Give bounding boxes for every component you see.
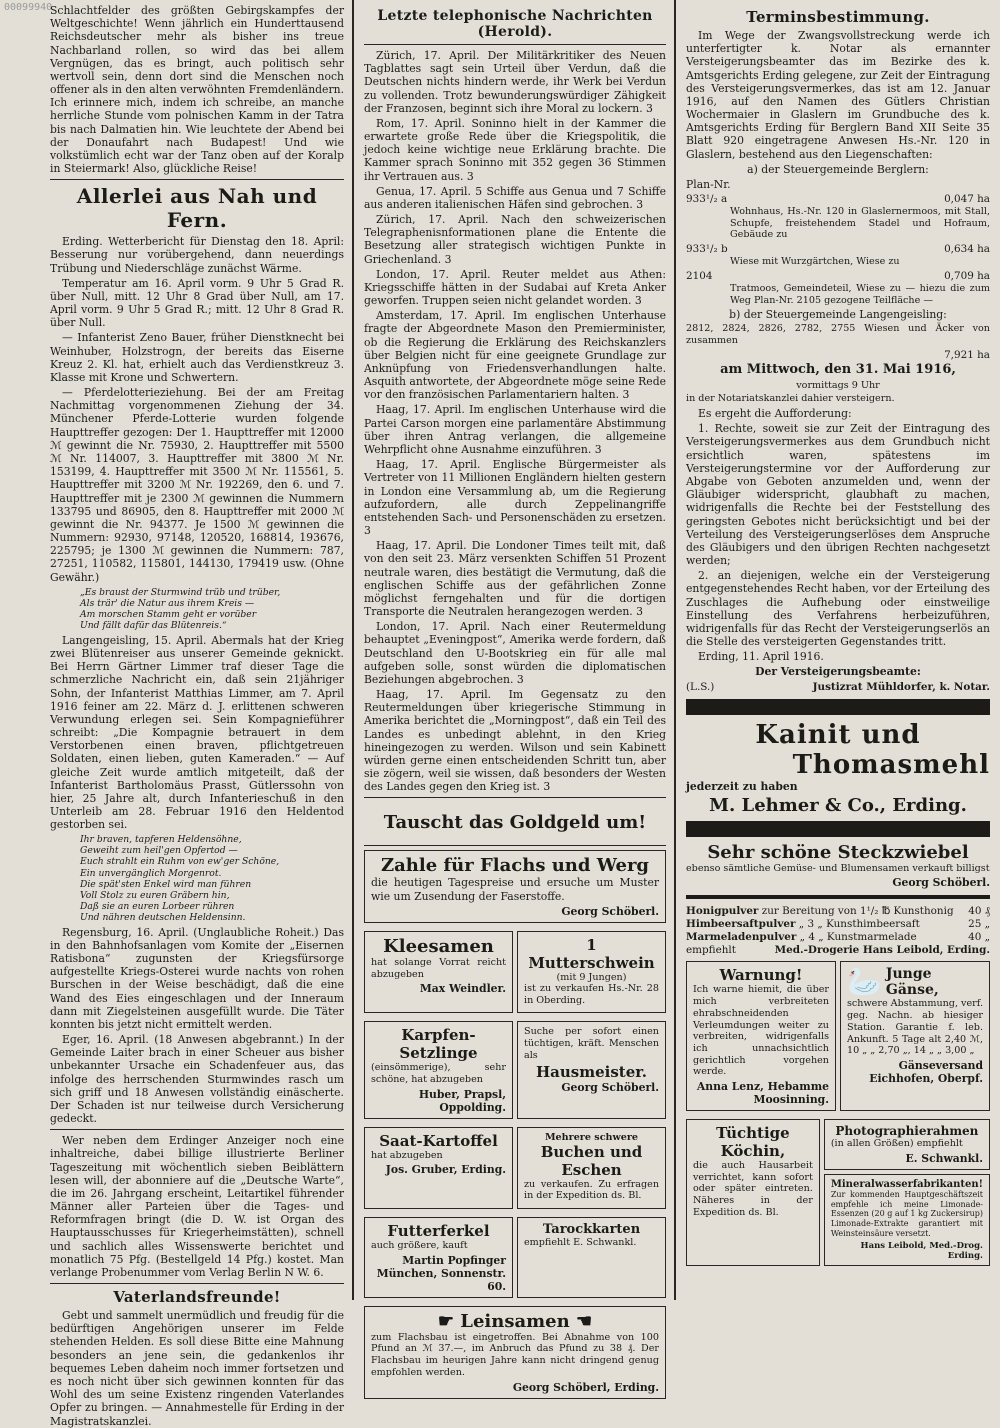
ad-title: Leinsamen (460, 1310, 570, 1332)
ad-signature: Hans Leibold, Med.-Drog. Erding. (860, 1240, 983, 1261)
ad-text: Suche per sofort einen tüchtigen, kräft. Menschen als (524, 1026, 659, 1061)
telegram-item: Zürich, 17. April. Der Militärkritiker des Neuen Tagblattes sagt sein Urteil über Verdun, daß die Deutschen nichts hindern werde, ihr Werk bei Verdun zu vollenden. Trotz bewunderungswürdiger Zähigkeit der Franzosen, beginnt sich ihre Moral zu lockern. 3 (364, 49, 666, 115)
weather-report: Erding. Wetterbericht für Dienstag den 18. April: Besserung nur vorübergehend, dann neuerdings Trübung und Niederschläge zunächst Wärme. (50, 235, 344, 275)
ad-text: die heutigen Tagespreise und ersuche um Muster wie um Zusendung der Faserstoffe. (371, 876, 659, 903)
drug-text: empfiehlt (686, 944, 736, 957)
plan-label: Plan-Nr. (686, 177, 731, 191)
ad-row (686, 1115, 990, 1269)
parcel-value: 0,634 ha (944, 243, 990, 256)
powder-price: 25 „ (968, 918, 990, 931)
news-regensburg: Regensburg, 16. April. (Unglaubliche Roheit.) Das in den Bahnhofsanlagen vom Komite der „Eisernen Ratisbona“ zugunsten der Kriegsfürsorge aufgestellte Kriegs-Osterei wurde nachts von rohen Burschen in der Weise beschädigt, daß die eine Wand des Eies eingeschlagen und der Inneraum dann mit Ziegelsteinen ausgefüllt wurde. Die Täter konnten bis jetzt nicht ermittelt werden. (50, 925, 344, 1031)
ad-row (364, 1017, 666, 1122)
divider (686, 895, 990, 899)
parcel-row (686, 270, 990, 283)
powder-row (686, 931, 990, 944)
parcel-desc: Tratmoos, Gemeindeteil, Wiese zu — hiezu die zum Weg Plan-Nr. 2105 gezogene Teilfläche — (730, 282, 990, 306)
parcel-row (686, 243, 990, 256)
powder-name: Marmeladenpulver (686, 931, 797, 944)
ad-title: Karpfen-Setzlinge (399, 1026, 478, 1063)
ad-text: (in allen Größen) empfiehlt (830, 1138, 963, 1150)
column-rule (352, 0, 354, 1300)
ad-gaense (840, 961, 990, 1111)
auction-request-1: 1. Rechte, soweit sie zur Zeit der Eintragung des Versteigerungsvermerkes aus dem Grundbuch nicht ersichtlich waren, spätestens im Versteigerungstermine vor der Aufforderung zur Abgabe von Geboten anzumelden und, wenn der Gläubiger widerspricht, glaubhaft zu machen, widrigenfalls die Rechte bei der Feststellung des geringsten Gebotes nicht berücksichtigt und bei der Verteilung des Versteigerungserlöses dem Anspruche des Gläubigers und den übrigen Rechten nachgesetzt werden; (686, 422, 990, 568)
ad-title: Futterferkel (387, 1222, 490, 1241)
appeal-text: Gebt und sammelt unermüdlich und freudig für die bedürftigen Angehörigen unserer im Felde stehenden Helden. Es soll diese Bitte eine Mahnung besonders an jene sein, die gedankenlos ihr bequemes Leben daheim noch immer fortsetzen und es noch nicht über sich gewinnen konnten für das Wohl des um seine Existenz ringenden Vaterlandes Opfer zu bringen. — Annahmestelle für Erding in der Magistratskanzlei. (50, 1309, 344, 1428)
divider (50, 179, 344, 180)
ad-mineral (824, 1174, 990, 1266)
ad-futterferkel (364, 1217, 513, 1298)
auction-official: Der Versteigerungsbeamte: (755, 665, 921, 679)
ad-text: hat solange Vorrat reicht abzugeben (371, 956, 506, 980)
auction-request-2: 2. an diejenigen, welche ein der Versteigerung entgegenstehendes Recht haben, vor der Erteilung des Zuschlages die Aufhebung oder einstweilige Einstellung des Verfahrens herbeizuführen, widrigenfalls für das Recht der Versteigerungserlös an die Stelle des versteigerten Gegenstandes tritt. (686, 569, 990, 649)
divider (364, 845, 666, 846)
ad-row (364, 927, 666, 1017)
auction-place-date: Erding, 11. April 1916. (698, 650, 824, 664)
powder-price: 40 „ (968, 931, 990, 944)
column-right (678, 0, 1000, 1300)
poem-1: „Es braust der Sturmwind trüb und trüber, Als trär' die Natur aus ihrem Kreis — Am morschen Stamm geht er vorüber Und fällt dafür das Blütenreis.“ (80, 586, 281, 631)
ad-signature: Georg Schöberl. (561, 1081, 659, 1095)
powder-name: Himbeersaftpulver (686, 918, 796, 931)
ad-text: Zur kommenden Hauptgeschäftszeit empfehle ich meine Limonade-Essenzen (20 g auf 1 kg Zuckersirup) Limonade-Extrakte garantiert mit Weinsteinsäure versetzt. (830, 1189, 983, 1238)
ad-row (364, 1213, 666, 1302)
news-lottery: — Pferdelotterieziehung. Bei der am Freitag Nachmittag vorgenommenen Ziehung der 34. Münchener Pferde-Lotterie wurden folgende Haupttreffer gezogen: Der 1. Haupttreffer mit 12000 ℳ gewinnt die Nr. 75930, 2. Haupttreffer mit 5500 ℳ Nr. 114007, 3. Haupttreffer mit 3800 ℳ Nr. 153199, 4. Haupttreffer mit 3500 ℳ Nr. 115561, 5. Haupttreffer mit 3200 ℳ Nr. 192269, den 6. und 7. Haupttreffer mit je 2300 ℳ gewinnen die Nummern 133795 und 86905, den 8. Haupttreffer mit 2000 ℳ gewinnt die Nr. 94377. Je 1500 ℳ gewinnen die Nummern: 92930, 97148, 120520, 168814, 193676, 225795; je 1300 ℳ gewinnen die Nummern: 787, 27251, 110582, 115801, 144130, 179419 usw. (Ohne Gewähr.) (50, 386, 344, 584)
appeal-heading: Vaterlandsfreunde! (113, 1288, 281, 1307)
ad-text: hat abzugeben (371, 1149, 443, 1161)
auction-section-a: a) der Steuergemeinde Berglern: (747, 162, 929, 176)
parcel-desc: Wiese mit Wurzgärtchen, Wiese zu (730, 256, 900, 268)
auction-section-b: b) der Steuergemeinde Langengeisling: (729, 308, 947, 322)
ad-title: Saat-Kartoffel (379, 1131, 498, 1150)
notary-line (686, 681, 990, 694)
seal-mark: (L.S.) (686, 680, 715, 693)
powder-name: Honigpulver (686, 905, 759, 918)
page-id: 00099940 (4, 2, 53, 13)
column-left (0, 0, 352, 1428)
ad-warnung (686, 961, 836, 1111)
powder-desc: zur Bereitung von 1¹/₂ ℔ Kunsthonig (761, 905, 954, 918)
powder-row (686, 905, 990, 918)
temperature-report: Temperatur am 16. April vorm. 9 Uhr 5 Grad R. über Null, mitt. 12 Uhr 8 Grad über Null, am 17. April vorm. 9 Uhr 5 Grad R.; mitt. 12 Uhr 8 Grad R. über Null. (50, 276, 344, 330)
ad-kleesamen (364, 931, 513, 1013)
telegram-item: Zürich, 17. April. Nach den schweizerischen Telegraphenisnformationen plane die Entente die Besetzung aller strategisch wichtigen Punkte in Griechenland. 3 (364, 213, 666, 266)
parcel-value: 0,047 ha (944, 193, 990, 206)
ad-kainit-signature: M. Lehmer & Co., Erding. (709, 794, 967, 816)
powder-price: 40 ₰ (968, 905, 990, 918)
ad-row (686, 957, 990, 1115)
ad-title: Tarockkarten (542, 1222, 641, 1238)
ad-title: Mineralwasserfabrikanten! (830, 1178, 983, 1190)
telephone-news-heading: Letzte telephonische Nachrichten (Herold). (377, 8, 653, 40)
ad-karpfen (364, 1021, 513, 1118)
ad-text: auch größere, kauft (371, 1240, 468, 1252)
telegram-item: Haag, 17. April. Englische Bürgermeister als Vertreter von 11 Millionen Engländern hielten gestern in London eine Versammlung ab, um die Regierung aufzufordern, alle durch Zeppelinangriffe entstehenden Sach- und Personenschäden zu ersetzen. 3 (364, 458, 666, 538)
ad-tarockkarten (517, 1217, 666, 1298)
ad-text: Mehrere schwere (544, 1131, 639, 1143)
ad-flachs (364, 850, 666, 922)
divider (50, 1283, 344, 1284)
ad-title: Buchen und Eschen (540, 1142, 643, 1179)
ad-signature: Huber, Prapsl, Oppolding. (418, 1087, 506, 1114)
divider (364, 797, 666, 798)
telegram-item: Rom, 17. April. Soninno hielt in der Kammer die erwartete große Rede über die Kriegspolitik, die jedoch keine wichtige neue Erklärung brachte. Die Kammer sprach Soninno mit 352 gegen 36 Stimmen ihr Vertrauen aus. 3 (364, 116, 666, 183)
ad-text: schwere Abstammung, verf. geg. Nachn. ab hiesiger Station. Garantie f. leb. Ankunft. 5 Tage alt 2,40 ℳ, 10 „ „ 2,70 „, 14 „ „ 3,00 „ (847, 998, 983, 1057)
powder-row (686, 918, 990, 931)
ad-title: Photographierahmen (835, 1124, 979, 1139)
ad-title: Zahle für Flachs und Werg (380, 855, 650, 877)
pointing-hand-icon: ☚ (575, 1310, 593, 1332)
ad-signature: Jos. Gruber, Erding. (385, 1163, 506, 1177)
ad-kainit-title-2: Thomasmehl (792, 749, 990, 780)
poem-2: Ihr braven, tapferen Heldensöhne, Geweiht zum heil'gen Opfertod — Euch strahlt ein Ruhm von ew'ger Schöne, Ein unvergänglich Morgenrot. Die spät'sten Enkel wird man führen Voll Stolz zu euren Gräbern hin, Daß sie an euren Lorbeer rühren Und nähren deutschen Heldensinn. (80, 834, 280, 923)
section-heading: Allerlei aus Nah und Fern. (76, 184, 318, 233)
telegram-item: Amsterdam, 17. April. Im englischen Unterhause fragte der Abgeordnete Mason den Premierminister, ob die Regierung die Erklärung des Reichskanzlers über Belgien nicht für eine geeignete Grundlage zur Anknüpfung von Friedensverhandlungen halte. Asquith antwortete, der Abgeordnete möge seine Rede vor den französischen Parlamentariern halten. 3 (364, 309, 666, 402)
ad-text: die auch Hausarbeit verrichtet, kann sofort oder später eintreten. Näheres in der Expedition ds. Bl. (693, 1160, 813, 1218)
notice-deutsche-warte: Wer neben dem Erdinger Anzeiger noch eine inhaltreiche, dabei billige illustrierte Berliner Tageszeitung mit wöchentlich sieben Beiblättern lesen will, der abonniere auf die „Deutsche Warte“, die im 26. Jahrgang erscheint, Leitartikel führender Männer aller Parteien über die Tages- und Reformfragen bringt (die D. W. ist Organ des Hauptausschusses für Kriegerheimstätten), schnell und sachlich alles Wissenswerte berichtet und monatlich 75 Pfg. (Bestellgeld 14 Pfg.) kostet. Man verlange Probenummer vom Verlag Berlin N W. 6. (50, 1134, 344, 1279)
auction-intro: Im Wege der Zwangsvollstreckung werde ich unterfertigter k. Notar als ernannter Versteigerungsbeamter das im Bezirke des k. Amtsgerichts Erding gelegene, zur Zeit der Eintragung des Versteigerungsvermerkes, das ist am 12. Januar 1916, auf den Namen des Gütlers Christian Wochermaier in Glaslern im Grundbuche des k. Amtsgerichts Erding für Berglern Band XII Seite 35 Blatt 920 eingetragene Anwesen Hs.-Nr. 120 in Glaslern, bestehend aus den Liegenschaften: (686, 29, 990, 161)
ad-koechin (686, 1119, 820, 1265)
drug-signature: Med.-Drogerie Hans Leibold, Erding. (774, 944, 990, 957)
gold-slogan: Tauscht das Goldgeld um! (383, 812, 647, 834)
ad-title: Junge Gänse, (885, 966, 939, 999)
news-langengeisling: Langengeisling, 15. April. Abermals hat der Krieg zwei Blütenreiser aus unserer Gemeinde geknickt. Bei Herrn Gärtner Limmer traf dieser Tage die schmerzliche Nachricht ein, daß sein 21jähriger Sohn, der Infanterist Matthias Limmer, am 7. April 1916 feiner am 22. März d. J. erlittenen schweren Verwundung erlegen sei. Sein Kompagnieführer schreibt: „Die Kompagnie betrauert in dem Verstorbenen einen braven, pflichtgetreuen Soldaten, einen lieben, guten Kameraden.“ — Auf gleiche Zeit wurde amtlich mitgeteilt, daß der Infanterist Bartholomäus Prasst, Gütlerssohn von hier, 25 Jahre alt, durch Infanterieschuß in den Unterleib am 28. Februar 1916 den Heldentod gestorben sei. (50, 633, 344, 832)
ad-title-row (371, 1311, 659, 1332)
ad-kainit-text: jederzeit zu haben (686, 779, 798, 793)
ad-saat-kartoffel (364, 1127, 513, 1209)
ad-steckzwiebel-signature: Georg Schöberl. (892, 876, 990, 890)
ad-title: Hausmeister. (535, 1063, 648, 1082)
parcel-value: 0,709 ha (944, 269, 990, 282)
ad-signature: Max Weindler. (419, 982, 506, 996)
telegram-item: Haag, 17. April. Im Gegensatz zu den Reutermeldungen über kriegerische Stimmung in Amerika berichtet die „Morningpost“, daß ein Teil des Landes es unbedingt ablehnt, in den Krieg hineingezogen zu werden. Wilson und sein Kabinett würden gerne einen entscheidenden Schritt tun, aber sie zögern, weil sie wissen, daß besonders der Westen des Landes gegen den Krieg ist. 3 (364, 688, 666, 794)
powder-desc: „ 3 „ Kunsthimbeersaft (798, 918, 920, 931)
telegram-item: London, 17. April. Reuter meldet aus Athen: Kriegsschiffe hätten in der Sudabai auf Kreta Anker geworfen. Truppen seien nicht gelandet worden. 3 (364, 267, 666, 308)
telegram-item: Genua, 17. April. 5 Schiffe aus Genua und 7 Schiffe aus anderen italienischen Häfen sind gebrochen. 3 (364, 184, 666, 211)
ad-text: ist zu verkaufen Hs.-Nr. 28 in Oberding. (524, 982, 659, 1006)
divider (364, 44, 666, 45)
divider-bar (686, 699, 990, 715)
ad-mutterschwein (517, 931, 666, 1013)
divider (50, 1129, 344, 1130)
ad-steckzwiebel-title: Sehr schöne Steckzwiebel (707, 841, 969, 863)
powder-desc: „ 4 „ Kunstmarmelade (799, 931, 917, 944)
column-middle (356, 0, 674, 1394)
ad-text: zu verkaufen. Zu erfragen in der Expedition ds. Bl. (524, 1178, 659, 1202)
ad-title: Tüchtige Köchin, (716, 1124, 790, 1161)
auction-date: am Mittwoch, den 31. Mai 1916, (720, 361, 956, 377)
news-bauer: — Infanterist Zeno Bauer, früher Dienstknecht bei Weinhuber, Holzstrogn, der bereits das Eiserne Kreuz 2. Kl. hat, erhielt auch das Verdienstkreuz 3. Klasse mit Krone und Schwertern. (50, 331, 344, 384)
ad-leinsamen (364, 1306, 666, 1399)
ad-text: (einsömmerige), sehr schöne, hat abzugeben (371, 1062, 506, 1085)
ad-text: empfiehlt E. Schwankl. (524, 1237, 637, 1249)
ad-signature: Anna Lenz, Hebamme Moosinning. (696, 1080, 829, 1107)
notary-name: Justizrat Mühldorfer, k. Notar. (812, 680, 990, 693)
ad-buchen-eschen (517, 1127, 666, 1209)
column-rule (674, 0, 676, 1300)
ad-photo (824, 1119, 990, 1170)
parcel-row (686, 193, 990, 206)
ad-text: Ich warne hiemit, die über mich verbreiteten ehrabschneidenden Verleumdungen weiter zu verbreiten, widrigenfalls ich unnachsichtlich gerichtlich vorgehen werde. (693, 984, 829, 1078)
ad-title: 1 Mutterschwein (528, 935, 655, 972)
ad-signature: Martin Popfinger München, Sonnenstr. 60. (376, 1253, 506, 1293)
parcel-row (686, 349, 990, 362)
news-eger: Eger, 16. April. (18 Anwesen abgebrannt.) In der Gemeinde Laiter brach in einer Scheuer aus bisher unbekannter Ursache ein Schadenfeuer aus, das infolge des herrschenden Sturmwindes rasch um sich griff und 18 Anwesen vollständig einäscherte. Der Schaden ist nur teilweise durch Versicherung gedeckt. (50, 1033, 344, 1126)
ad-title: Warnung! (719, 966, 803, 985)
auction-heading: Terminsbestimmung. (746, 8, 930, 26)
pointing-hand-icon: ☛ (437, 1310, 454, 1332)
divider-bar (686, 821, 990, 837)
telegram-item: Haag, 17. April. Die Londoner Times teilt mit, daß von den seit 23. März versenkten Schiffen 51 Prozent neutrale waren, dies bestätigt die Vermutung, daß die englischen Schiffe aus der gefährlichen Zonne möglichst ferngehalten und für die dortigen Transporte die Neutralen herangezogen werden. 3 (364, 539, 666, 619)
ad-signature: Georg Schöberl, Erding. (512, 1380, 659, 1394)
geese-icon: 🦢 (847, 965, 882, 999)
ad-text: zum Flachsbau ist eingetroffen. Bei Abnahme von 100 Pfund an ℳ 37.—, im Anbruch das Pfund zu 38 ₰. Der Flachsbau im heurigen Jahre kann nicht dringend genug empfohlen werden. (371, 1331, 659, 1378)
parcel-number: 933¹/₂ b (686, 243, 728, 256)
ad-title: Kleesamen (383, 935, 494, 957)
parcel-value: 7,921 ha (944, 348, 990, 361)
ad-signature: Georg Schöberl. (561, 904, 659, 918)
telegram-item: Haag, 17. April. Im englischen Unterhause wird die Partei Carson morgen eine parlamentäre Abstimmung über ihren Antrag verlangen, die allgemeine Wehrpflicht ohne Ausnahme einzuführen. 3 (364, 403, 666, 456)
parcel-desc: Wohnhaus, Hs.-Nr. 120 in Glaslernermoos, mit Stall, Schupfe, freistehendem Stadel und Hofraum, Gebäude zu (730, 206, 990, 241)
ad-row (364, 1123, 666, 1213)
ad-subtitle: (mit 9 Jungen) (556, 971, 627, 983)
ad-steckzwiebel-text: ebenso sämtliche Gemüse- und Blumensamen verkauft billigst (686, 862, 990, 874)
parcel-number: 2104 (686, 269, 713, 282)
article-intro-tail: Schlachtfelder des größten Gebirgskampfes der Weltgeschichte! Wenn jährlich ein Hunderttausend Reichsdeutscher mehr als bisher ins treue Nachbarland rollen, so wird das bei allem Vergnügen, das es bringt, auch politisch sehr wertvoll sein, denn dort sind die Menschen noch offener als in den alten verwöhnten Fremdenländern. Ich erinnere mich, indem ich schreibe, an manche herrliche Stunde vom polnischen Kamm in der Tatra bis nach Dalmatien hin. Wie leuchtete der Abend bei der Donaufahrt nach Budapest! Und wie volkstümlich echt war der Tanz oben auf der Koralp in Steiermark! Also, glückliche Reise! (50, 4, 344, 176)
ad-signature: Gänseversand Eichhofen, Oberpf. (869, 1058, 983, 1085)
telegram-item: London, 17. April. Nach einer Reutermeldung behauptet „Eveningpost“, Amerika werde fordern, daß Deutschland den U-Bootskrieg ein für alle mal aufgeben solle, sonst würden die diplomatischen Beziehungen abgebrochen. 3 (364, 620, 666, 686)
ad-hausmeister (517, 1021, 666, 1118)
parcel-number: 933¹/₂ a (686, 193, 728, 206)
auction-request: Es ergeht die Aufforderung: (698, 407, 852, 421)
ad-stack (824, 1115, 990, 1269)
ad-kainit-title-1: Kainit und (755, 719, 921, 750)
auction-section-b-text: 2812, 2824, 2826, 2782, 2755 Wiesen und Äcker von zusammen (686, 323, 990, 347)
drug-line (686, 944, 990, 957)
ad-signature: E. Schwankl. (905, 1151, 983, 1165)
auction-time: vormittags 9 Uhr (796, 379, 880, 391)
auction-place: in der Notariatskanzlei dahier versteigern. (686, 393, 895, 405)
